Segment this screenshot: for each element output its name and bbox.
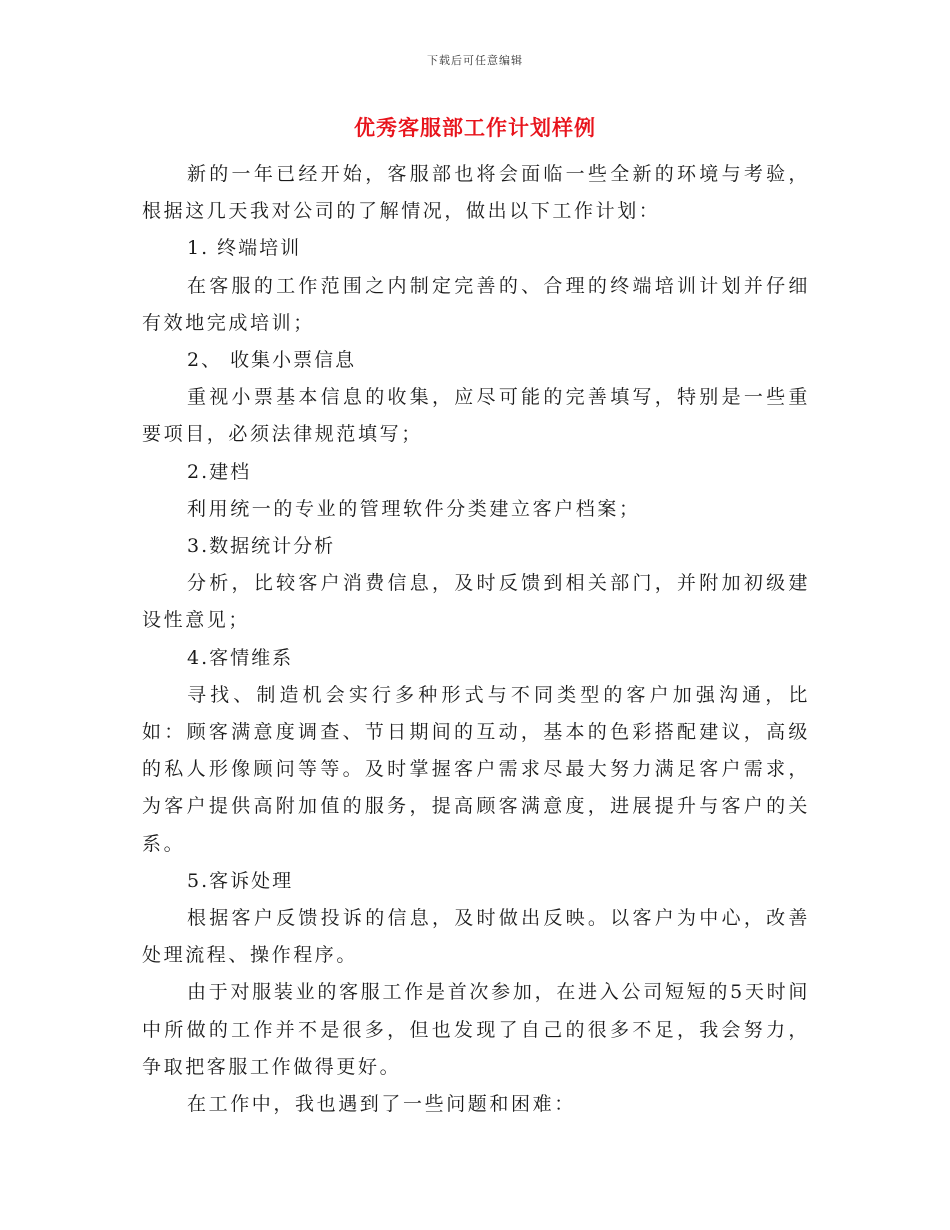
section-heading-receipt-info: 2、 收集小票信息: [187, 349, 357, 372]
section-heading-customer-relations: 4.客情维系: [187, 646, 294, 669]
document-title: 优秀客服部工作计划样例: [354, 115, 596, 140]
body-paragraph: 利用统一的专业的管理软件分类建立客户档案；: [187, 497, 641, 520]
body-paragraph: 寻找、制造机会实行多种形式与不同类型的客户加强沟通，比如：顾客满意度调查、节日期间的互动，基本的色彩搭配建议，高级的私人形像顾问等等。及时掌握客户需求尽最大努力满足客户需求，为客户提供高附加值的服务，提高顾客满意度，进展提升与客户的关系。: [142, 683, 810, 855]
body-paragraph: 在工作中，我也遇到了一些问题和困难：: [187, 1093, 576, 1116]
document-body: [142, 156, 810, 1123]
section-heading-archiving: 2.建档: [187, 460, 252, 483]
page-header-note: 下载后可任意编辑: [427, 54, 523, 67]
intro-paragraph: 新的一年已经开始，客服部也将会面临一些全新的环境与考验，根据这几天我对公司的了解情况，做出以下工作计划：: [142, 163, 810, 223]
body-paragraph: 重视小票基本信息的收集，应尽可能的完善填写，特别是一些重要项目，必须法律规范填写；: [142, 386, 810, 446]
section-heading-complaint-handling: 5.客诉处理: [187, 869, 294, 892]
section-heading-data-analysis: 3.数据统计分析: [187, 535, 336, 558]
body-paragraph: 分析，比较客户消费信息，及时反馈到相关部门，并附加初级建设性意见；: [142, 572, 810, 632]
body-paragraph: 在客服的工作范围之内制定完善的、合理的终端培训计划并仔细有效地完成培训；: [142, 274, 810, 334]
body-paragraph: 根据客户反馈投诉的信息，及时做出反映。以客户为中心，改善处理流程、操作程序。: [142, 907, 810, 967]
body-paragraph: 由于对服装业的客服工作是首次参加，在进入公司短短的5天时间中所做的工作并不是很多，但也发现了自己的很多不足，我会努力，争取把客服工作做得更好。: [142, 981, 810, 1078]
section-heading-terminal-training: 1. 终端培训: [187, 237, 302, 260]
